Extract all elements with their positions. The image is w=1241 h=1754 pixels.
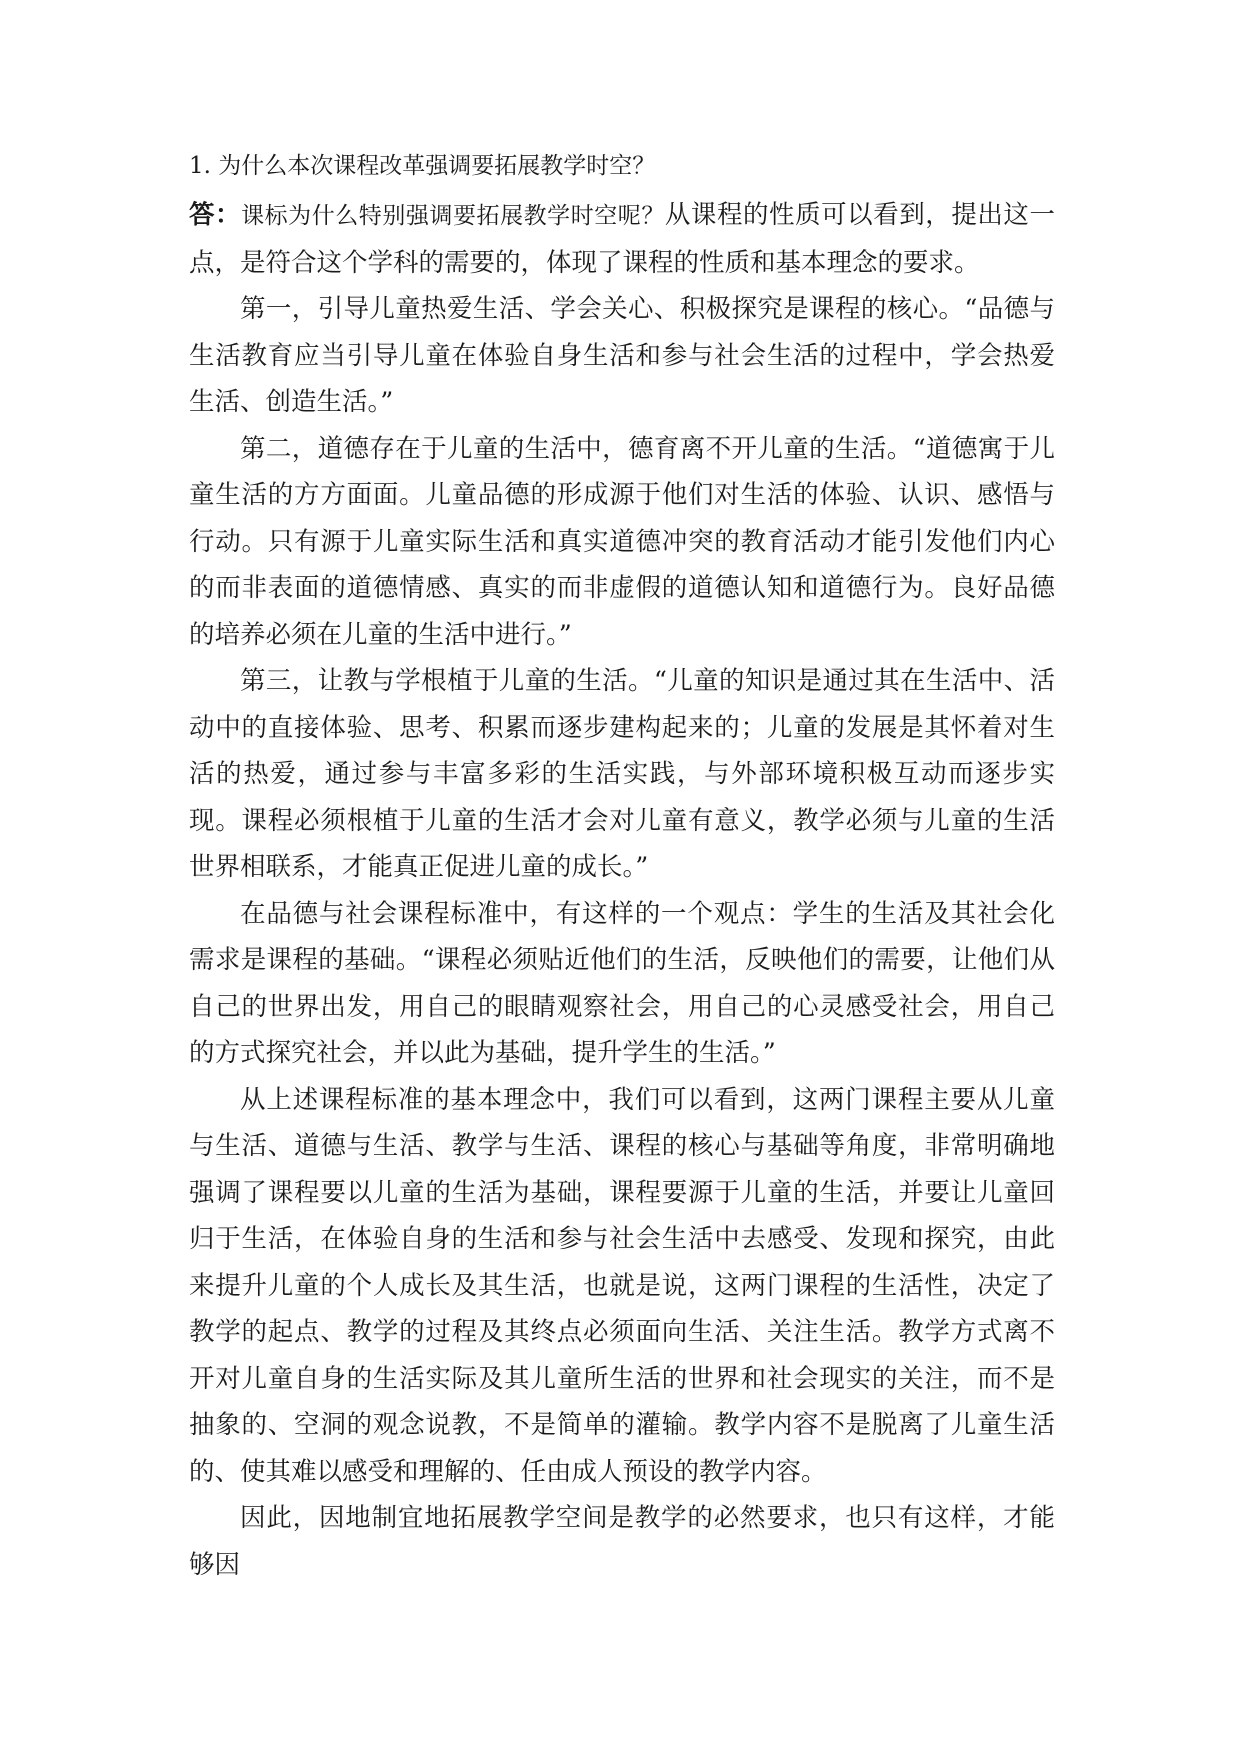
body-paragraph: 第三，让教与学根植于儿童的生活。“儿童的知识是通过其在生活中、活动中的直接体验、思考、积累而逐步建构起来的；儿童的发展是其怀着对生活的热爱，通过参与丰富多彩的生活实践，与外部环境积极互动而逐步实现。课程必须根植于儿童的生活才会对儿童有意义，教学必须与儿童的生活世界相联系，才能真正促进儿童的成长。” <box>189 666 1055 882</box>
body-paragraph: 第一，引导儿童热爱生活、学会关心、积极探究是课程的核心。“品德与生活教育应当引导儿童在体验自身生活和参与社会生活的过程中，学会热爱生活、创造生活。” <box>189 294 1055 417</box>
answer-rest-text: 从课程的性质可以看到，提出这一点，是符合这个学科的需要的，体现了课程的性质和基本理念的要求。 <box>189 200 1055 278</box>
answer-paragraph <box>189 192 1055 286</box>
answer-label: 答： <box>189 200 242 230</box>
document-page <box>189 146 1055 1588</box>
answer-lead-text: 课标为什么特别强调要拓展教学时空呢？ <box>241 203 665 229</box>
body-paragraph: 从上述课程标准的基本理念中，我们可以看到，这两门课程主要从儿童与生活、道德与生活、教学与生活、课程的核心与基础等角度，非常明确地强调了课程要以儿童的生活为基础，课程要源于儿童的生活，并要让儿童回归于生活，在体验自身的生活和参与社会生活中去感受、发现和探究，由此来提升儿童的个人成长及其生活，也就是说，这两门课程的生活性，决定了教学的起点、教学的过程及其终点必须面向生活、关注生活。教学方式离不开对儿童自身的生活实际及其儿童所生活的世界和社会现实的关注，而不是抽象的、空洞的观念说教，不是简单的灌输。教学内容不是脱离了儿童生活的、使其难以感受和理解的、任由成人预设的教学内容。 <box>189 1084 1055 1487</box>
body-paragraph: 因此，因地制宜地拓展教学空间是教学的必然要求，也只有这样，才能够因 <box>189 1503 1055 1580</box>
body-paragraph: 第二，道德存在于儿童的生活中，德育离不开儿童的生活。“道德寓于儿童生活的方方面面。儿童品德的形成源于他们对生活的体验、认识、感悟与行动。只有源于儿童实际生活和真实道德冲突的教育活动才能引发他们内心的而非表面的道德情感、真实的而非虚假的道德认知和道德行为。良好品德的培养必须在儿童的生活中进行。” <box>189 433 1055 650</box>
question-heading: 1. 为什么本次课程改革强调要拓展教学时空？ <box>189 153 656 179</box>
body-paragraph: 在品德与社会课程标准中，有这样的一个观点：学生的生活及其社会化需求是课程的基础。“课程必须贴近他们的生活，反映他们的需要，让他们从自己的世界出发，用自己的眼睛观察社会，用自己的心灵感受社会，用自己的方式探究社会，并以此为基础，提升学生的生活。” <box>189 898 1055 1068</box>
